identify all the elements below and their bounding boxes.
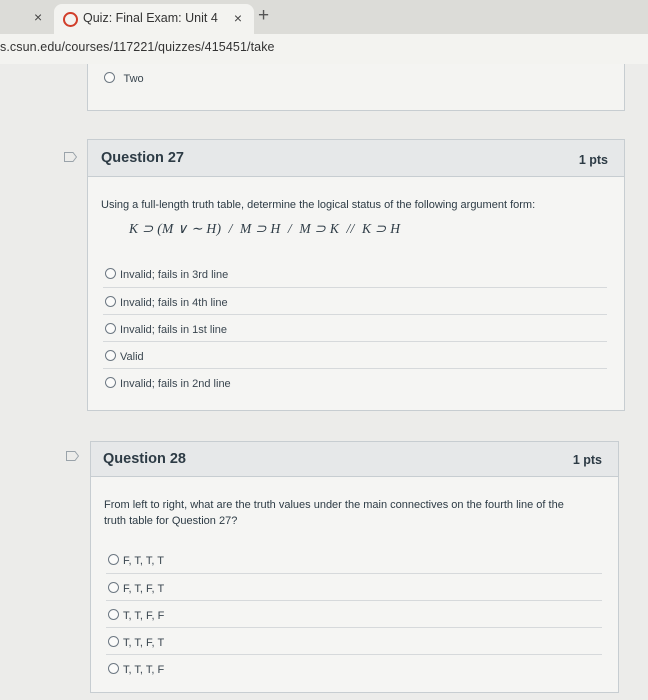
answer-option[interactable] <box>106 600 602 628</box>
tab-title: Quiz: Final Exam: Unit 4 <box>83 11 218 25</box>
answer-label: Invalid; fails in 3rd line <box>120 268 229 281</box>
answer-label: T, T, T, F <box>123 663 165 676</box>
radio-button[interactable] <box>104 72 115 83</box>
question-28 <box>90 441 619 693</box>
new-tab-icon[interactable]: + <box>258 5 270 26</box>
favicon-icon <box>63 12 78 27</box>
tab-close-icon[interactable]: × <box>233 10 242 26</box>
question-header <box>88 140 624 177</box>
argument-formula: K ⊃ (M ∨ ∼ H) / M ⊃ H / M ⊃ K // K ⊃ H <box>129 221 401 236</box>
answer-label: Valid <box>120 350 144 363</box>
question-title: Question 28 <box>103 451 186 467</box>
radio-button[interactable] <box>105 350 116 361</box>
answer-option[interactable] <box>104 70 144 88</box>
browser-tabstrip <box>0 0 648 35</box>
answer-option[interactable] <box>106 546 602 573</box>
radio-button[interactable] <box>108 582 119 593</box>
radio-button[interactable] <box>105 377 116 388</box>
answer-label: T, T, F, F <box>123 609 165 622</box>
answer-label: Invalid; fails in 2nd line <box>120 377 231 390</box>
close-icon[interactable]: × <box>34 9 43 25</box>
browser-tab[interactable] <box>54 4 254 34</box>
answer-label: F, T, F, T <box>123 582 165 595</box>
answer-label: Invalid; fails in 1st line <box>120 323 227 336</box>
answer-option[interactable] <box>103 368 607 396</box>
radio-button[interactable] <box>108 554 119 565</box>
answer-option[interactable] <box>103 260 607 287</box>
bookmark-flag-icon[interactable] <box>66 451 79 461</box>
question-text: From left to right, what are the truth values under the main connectives on the fourth line of the truth table for Question 27? <box>104 499 564 527</box>
radio-button[interactable] <box>105 296 116 307</box>
answer-label: F, T, T, T <box>123 554 164 567</box>
answer-option[interactable] <box>106 654 602 682</box>
answer-option[interactable] <box>106 627 602 655</box>
answer-label: T, T, F, T <box>123 636 165 649</box>
radio-button[interactable] <box>108 636 119 647</box>
question-title: Question 27 <box>101 150 184 166</box>
answer-option[interactable] <box>103 287 607 315</box>
bookmark-flag-icon[interactable] <box>64 152 77 162</box>
quiz-page <box>0 64 648 700</box>
answer-option[interactable] <box>103 341 607 369</box>
radio-button[interactable] <box>105 323 116 334</box>
radio-button[interactable] <box>105 268 116 279</box>
url-text[interactable]: s.csun.edu/courses/117221/quizzes/415451/take <box>0 40 275 54</box>
radio-button[interactable] <box>108 663 119 674</box>
address-bar[interactable] <box>0 34 648 64</box>
answer-label: Invalid; fails in 4th line <box>120 296 228 309</box>
question-header <box>91 442 618 477</box>
question-text: Using a full-length truth table, determine the logical status of the following argument form: <box>101 199 536 211</box>
question-27 <box>87 139 625 411</box>
answer-option[interactable] <box>106 573 602 601</box>
radio-button[interactable] <box>108 609 119 620</box>
answer-option[interactable] <box>103 314 607 342</box>
question-points: 1 pts <box>578 153 608 167</box>
question-points: 1 pts <box>572 453 602 467</box>
answer-label: Two <box>123 72 144 85</box>
previous-question-box <box>87 64 625 111</box>
